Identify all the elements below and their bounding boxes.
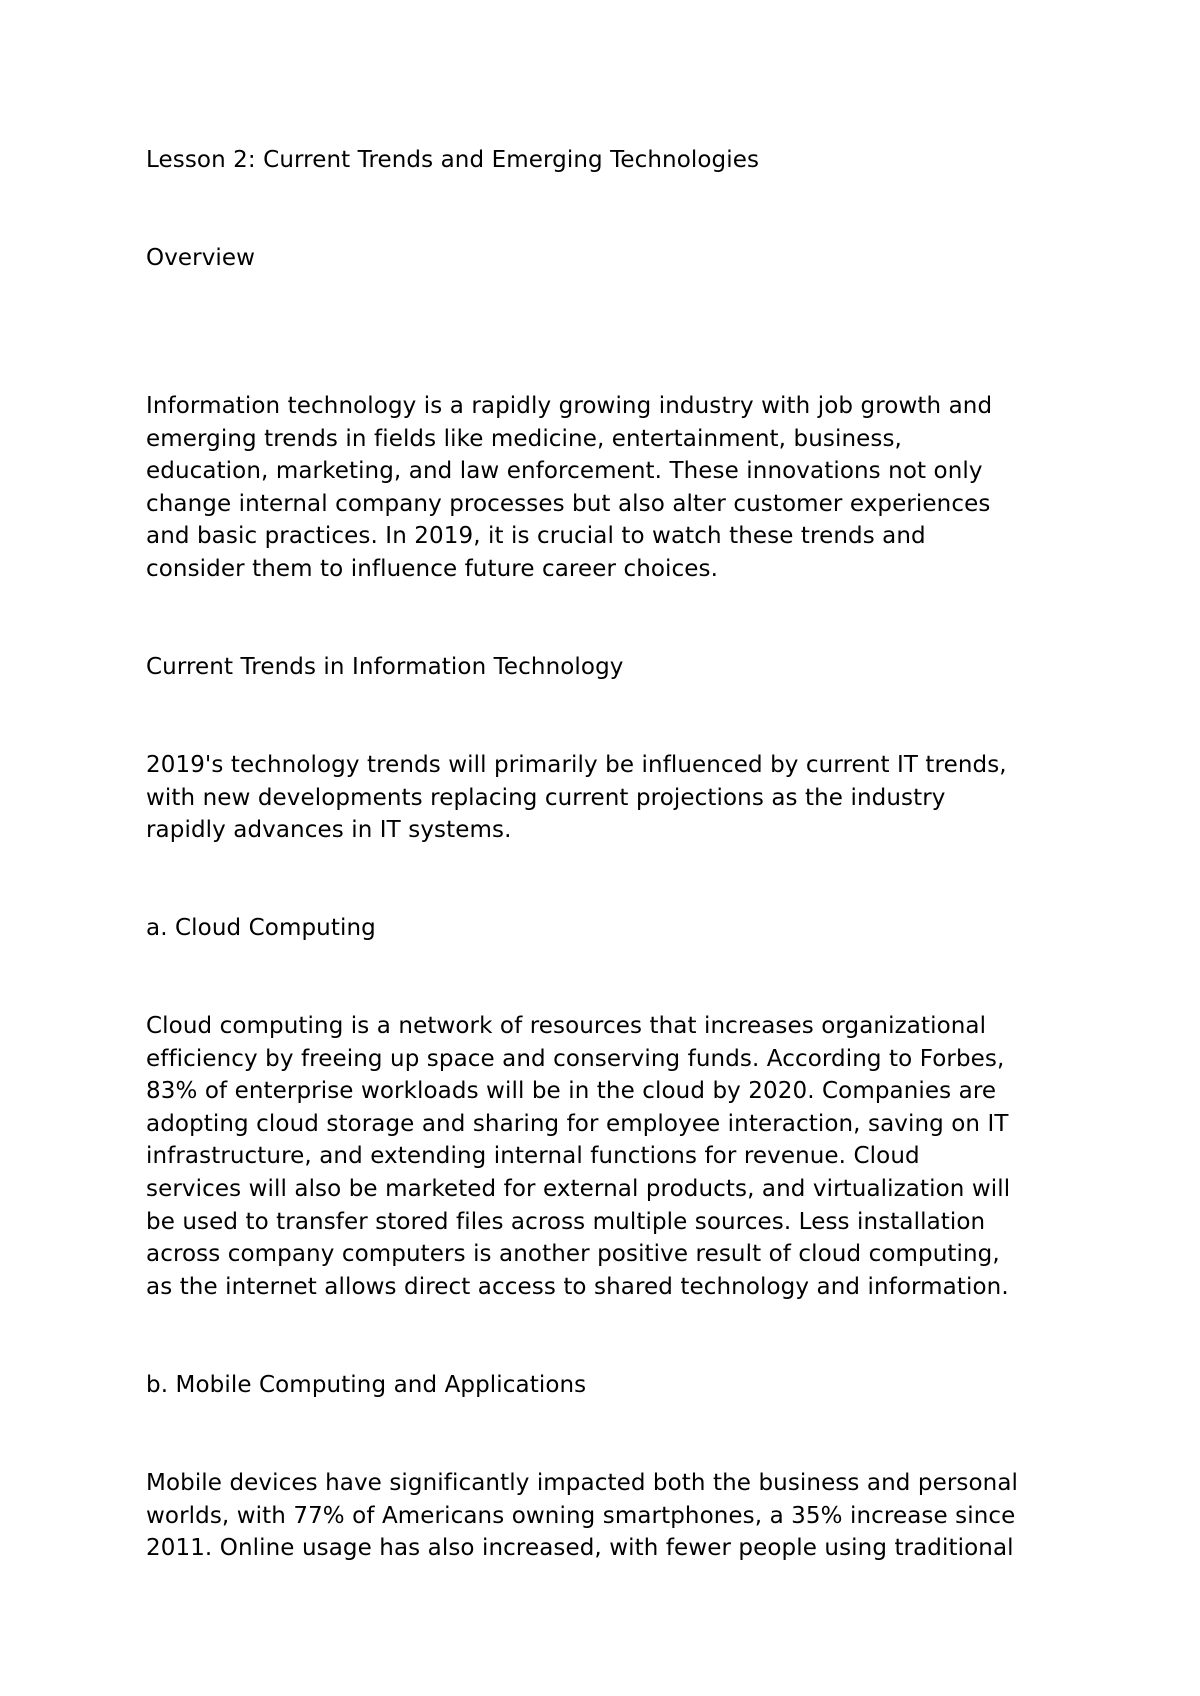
paragraph-line: education, marketing, and law enforcement. These innovations not only	[146, 458, 983, 485]
paragraph-line: with new developments replacing current projections as the industry	[146, 784, 946, 811]
cloud-computing-paragraph	[146, 1010, 1086, 1303]
paragraph-line: Cloud computing is a network of resources that increases organizational	[146, 1013, 987, 1039]
paragraph-line: be used to transfer stored files across multiple sources. Less installation	[146, 1208, 986, 1235]
paragraph-line: 2019's technology trends will primarily be influenced by current IT trends,	[146, 752, 1007, 778]
paragraph-line: rapidly advances in IT systems.	[146, 817, 512, 844]
paragraph-line: infrastructure, and extending internal functions for revenue. Cloud	[146, 1143, 920, 1170]
mobile-computing-paragraph	[146, 1467, 1086, 1565]
paragraph-line: services will also be marketed for external products, and virtualization will	[146, 1175, 1011, 1202]
paragraph-line: and basic practices. In 2019, it is crucial to watch these trends and	[146, 523, 926, 550]
paragraph-line: as the internet allows direct access to shared technology and information.	[146, 1273, 1009, 1300]
paragraph-line: across company computers is another positive result of cloud computing,	[146, 1241, 1000, 1268]
paragraph-line: efficiency by freeing up space and conserving funds. According to Forbes,	[146, 1045, 1005, 1072]
overview-heading: Overview	[146, 245, 256, 271]
section-paragraph	[146, 749, 1086, 847]
paragraph-line: adopting cloud storage and sharing for employee interaction, saving on IT	[146, 1110, 1009, 1137]
paragraph-line: 2011. Online usage has also increased, with fewer people using traditional	[146, 1535, 1014, 1562]
cloud-computing-heading: a. Cloud Computing	[146, 915, 376, 941]
section-heading: Current Trends in Information Technology	[146, 654, 624, 680]
mobile-computing-heading: b. Mobile Computing and Applications	[146, 1372, 587, 1398]
lesson-title: Lesson 2: Current Trends and Emerging Technologies	[146, 147, 760, 173]
paragraph-line: worlds, with 77% of Americans owning smartphones, a 35% increase since	[146, 1502, 1016, 1529]
paragraph-line: emerging trends in fields like medicine, entertainment, business,	[146, 425, 902, 452]
paragraph-line: Mobile devices have significantly impacted both the business and personal	[146, 1470, 1019, 1496]
paragraph-line: 83% of enterprise workloads will be in the cloud by 2020. Companies are	[146, 1078, 997, 1105]
paragraph-line: change internal company processes but also alter customer experiences	[146, 490, 991, 517]
paragraph-line: consider them to influence future career choices.	[146, 555, 719, 582]
intro-paragraph	[146, 390, 1086, 586]
paragraph-line: Information technology is a rapidly growing industry with job growth and	[146, 393, 993, 419]
